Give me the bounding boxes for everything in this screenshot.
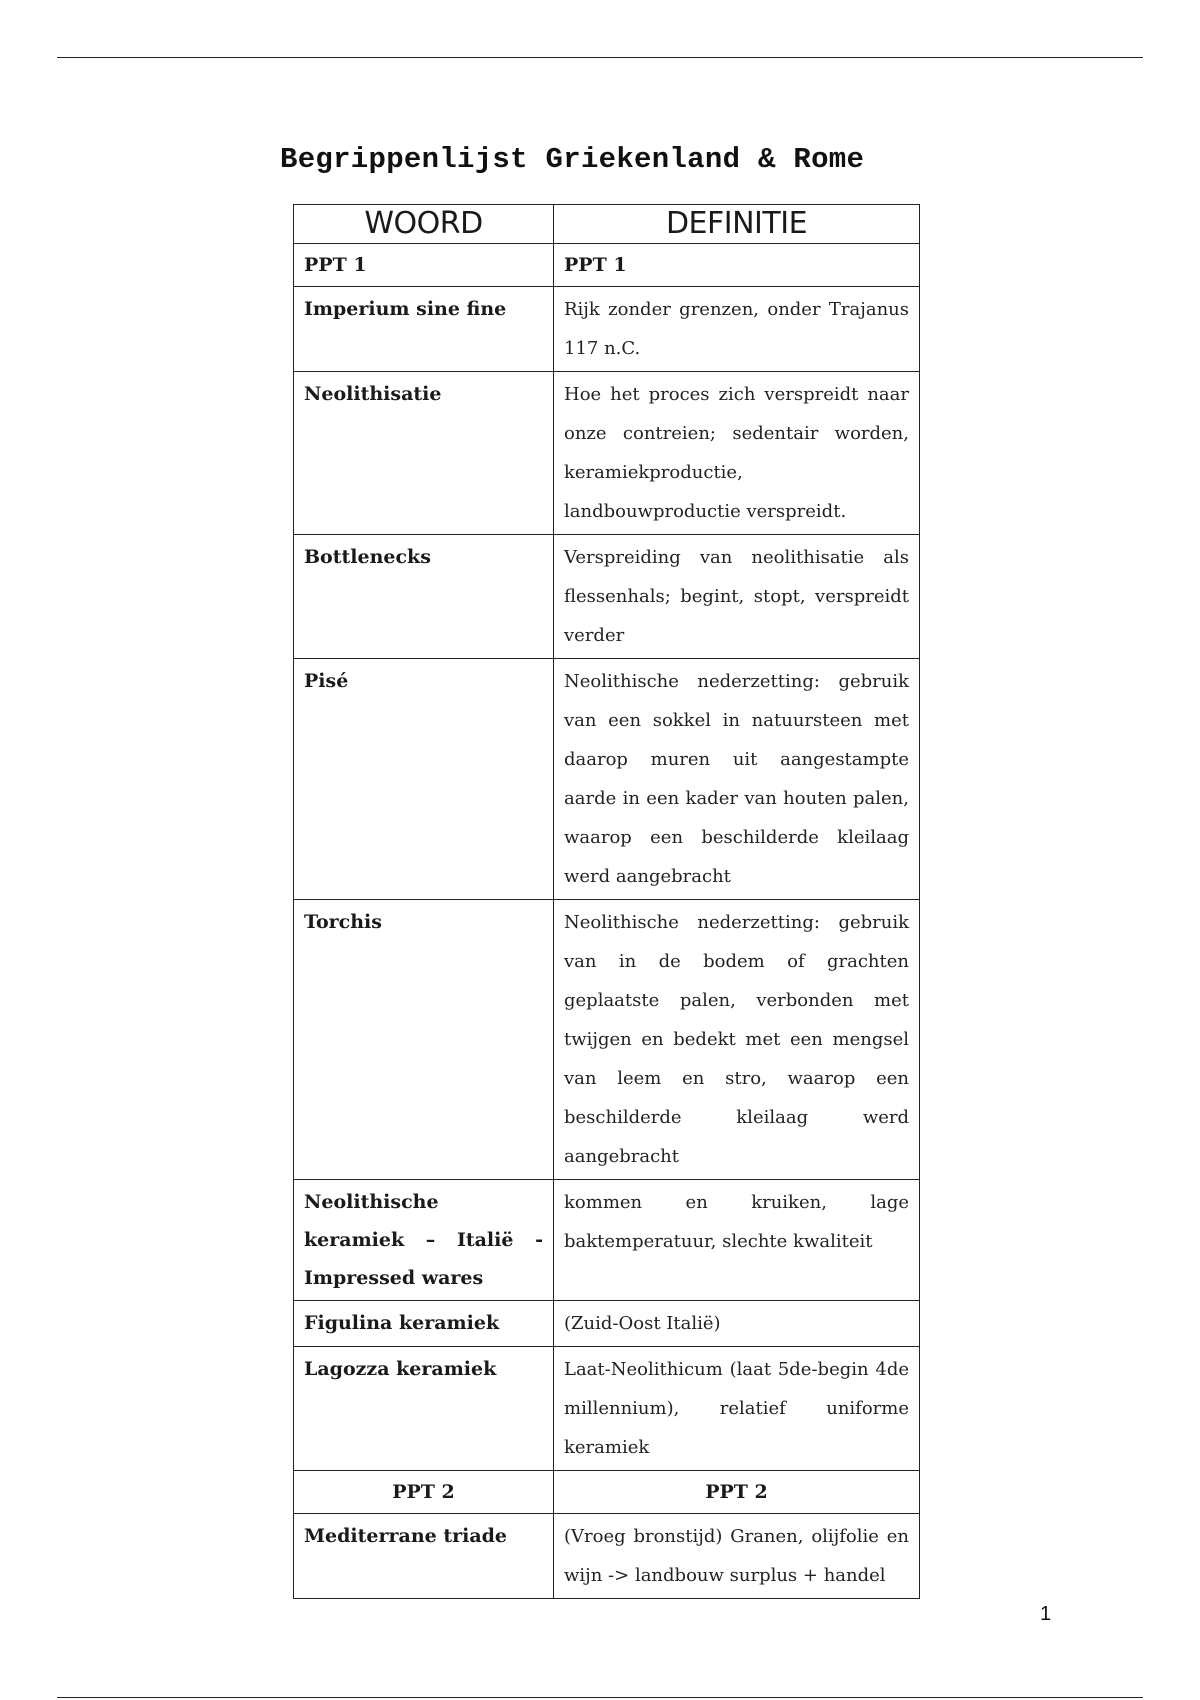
definition-cell: kommen en kruiken, lage baktemperatuur, slechte kwaliteit <box>554 1180 920 1301</box>
top-rule <box>57 57 1143 58</box>
glossary-table <box>293 204 920 1599</box>
term-cell: Figulina keramiek <box>294 1301 554 1347</box>
page-title: Begrippenlijst Griekenland & Rome <box>280 143 865 176</box>
definition-cell: Neolithische nederzetting: gebruik van een sokkel in natuursteen met daarop muren uit aangestampte aarde in een kader van houten palen, waarop een beschilderde kleilaag werd aangebracht <box>554 659 920 900</box>
term-cell: Torchis <box>294 900 554 1180</box>
table-row <box>294 659 920 900</box>
table-row <box>294 372 920 535</box>
definition-cell: Verspreiding van neolithisatie als flessenhals; begint, stopt, verspreidt verder <box>554 535 920 659</box>
page-number: 1 <box>1040 1603 1052 1625</box>
definition-cell: (Zuid-Oost Italië) <box>554 1301 920 1347</box>
term-cell: Neolithische keramiek – Italië - Impressed wares <box>294 1180 554 1301</box>
term-cell: Mediterrane triade <box>294 1514 554 1599</box>
term-cell: Imperium sine fine <box>294 287 554 372</box>
table-header-row <box>294 205 920 244</box>
header-definitie: DEFINITIE <box>554 205 920 244</box>
table-row <box>294 1514 920 1599</box>
term-cell: Neolithisatie <box>294 372 554 535</box>
header-woord: WOORD <box>294 205 554 244</box>
term-cell: Lagozza keramiek <box>294 1347 554 1471</box>
definition-cell: (Vroeg bronstijd) Granen, olijfolie en wijn -> landbouw surplus + handel <box>554 1514 920 1599</box>
term-cell: Pisé <box>294 659 554 900</box>
definition-cell: Laat-Neolithicum (laat 5de-begin 4de millennium), relatief uniforme keramiek <box>554 1347 920 1471</box>
term-cell: Bottlenecks <box>294 535 554 659</box>
section-label: PPT 2 <box>554 1471 920 1514</box>
table-row <box>294 1301 920 1347</box>
definition-cell: Rijk zonder grenzen, onder Trajanus 117 n.C. <box>554 287 920 372</box>
table-row <box>294 1347 920 1471</box>
section-row-ppt2 <box>294 1471 920 1514</box>
definition-cell: Hoe het proces zich verspreidt naar onze contreien; sedentair worden, keramiekproductie, landbouwproductie verspreidt. <box>554 372 920 535</box>
section-label: PPT 2 <box>294 1471 554 1514</box>
bottom-rule <box>57 1697 1143 1698</box>
section-label: PPT 1 <box>554 244 920 287</box>
table-row <box>294 535 920 659</box>
section-label: PPT 1 <box>294 244 554 287</box>
table-row <box>294 900 920 1180</box>
table-row <box>294 287 920 372</box>
section-row-ppt1 <box>294 244 920 287</box>
table-row <box>294 1180 920 1301</box>
definition-cell: Neolithische nederzetting: gebruik van in de bodem of grachten geplaatste palen, verbonden met twijgen en bedekt met een mengsel van leem en stro, waarop een beschilderde kleilaag werd aangebracht <box>554 900 920 1180</box>
